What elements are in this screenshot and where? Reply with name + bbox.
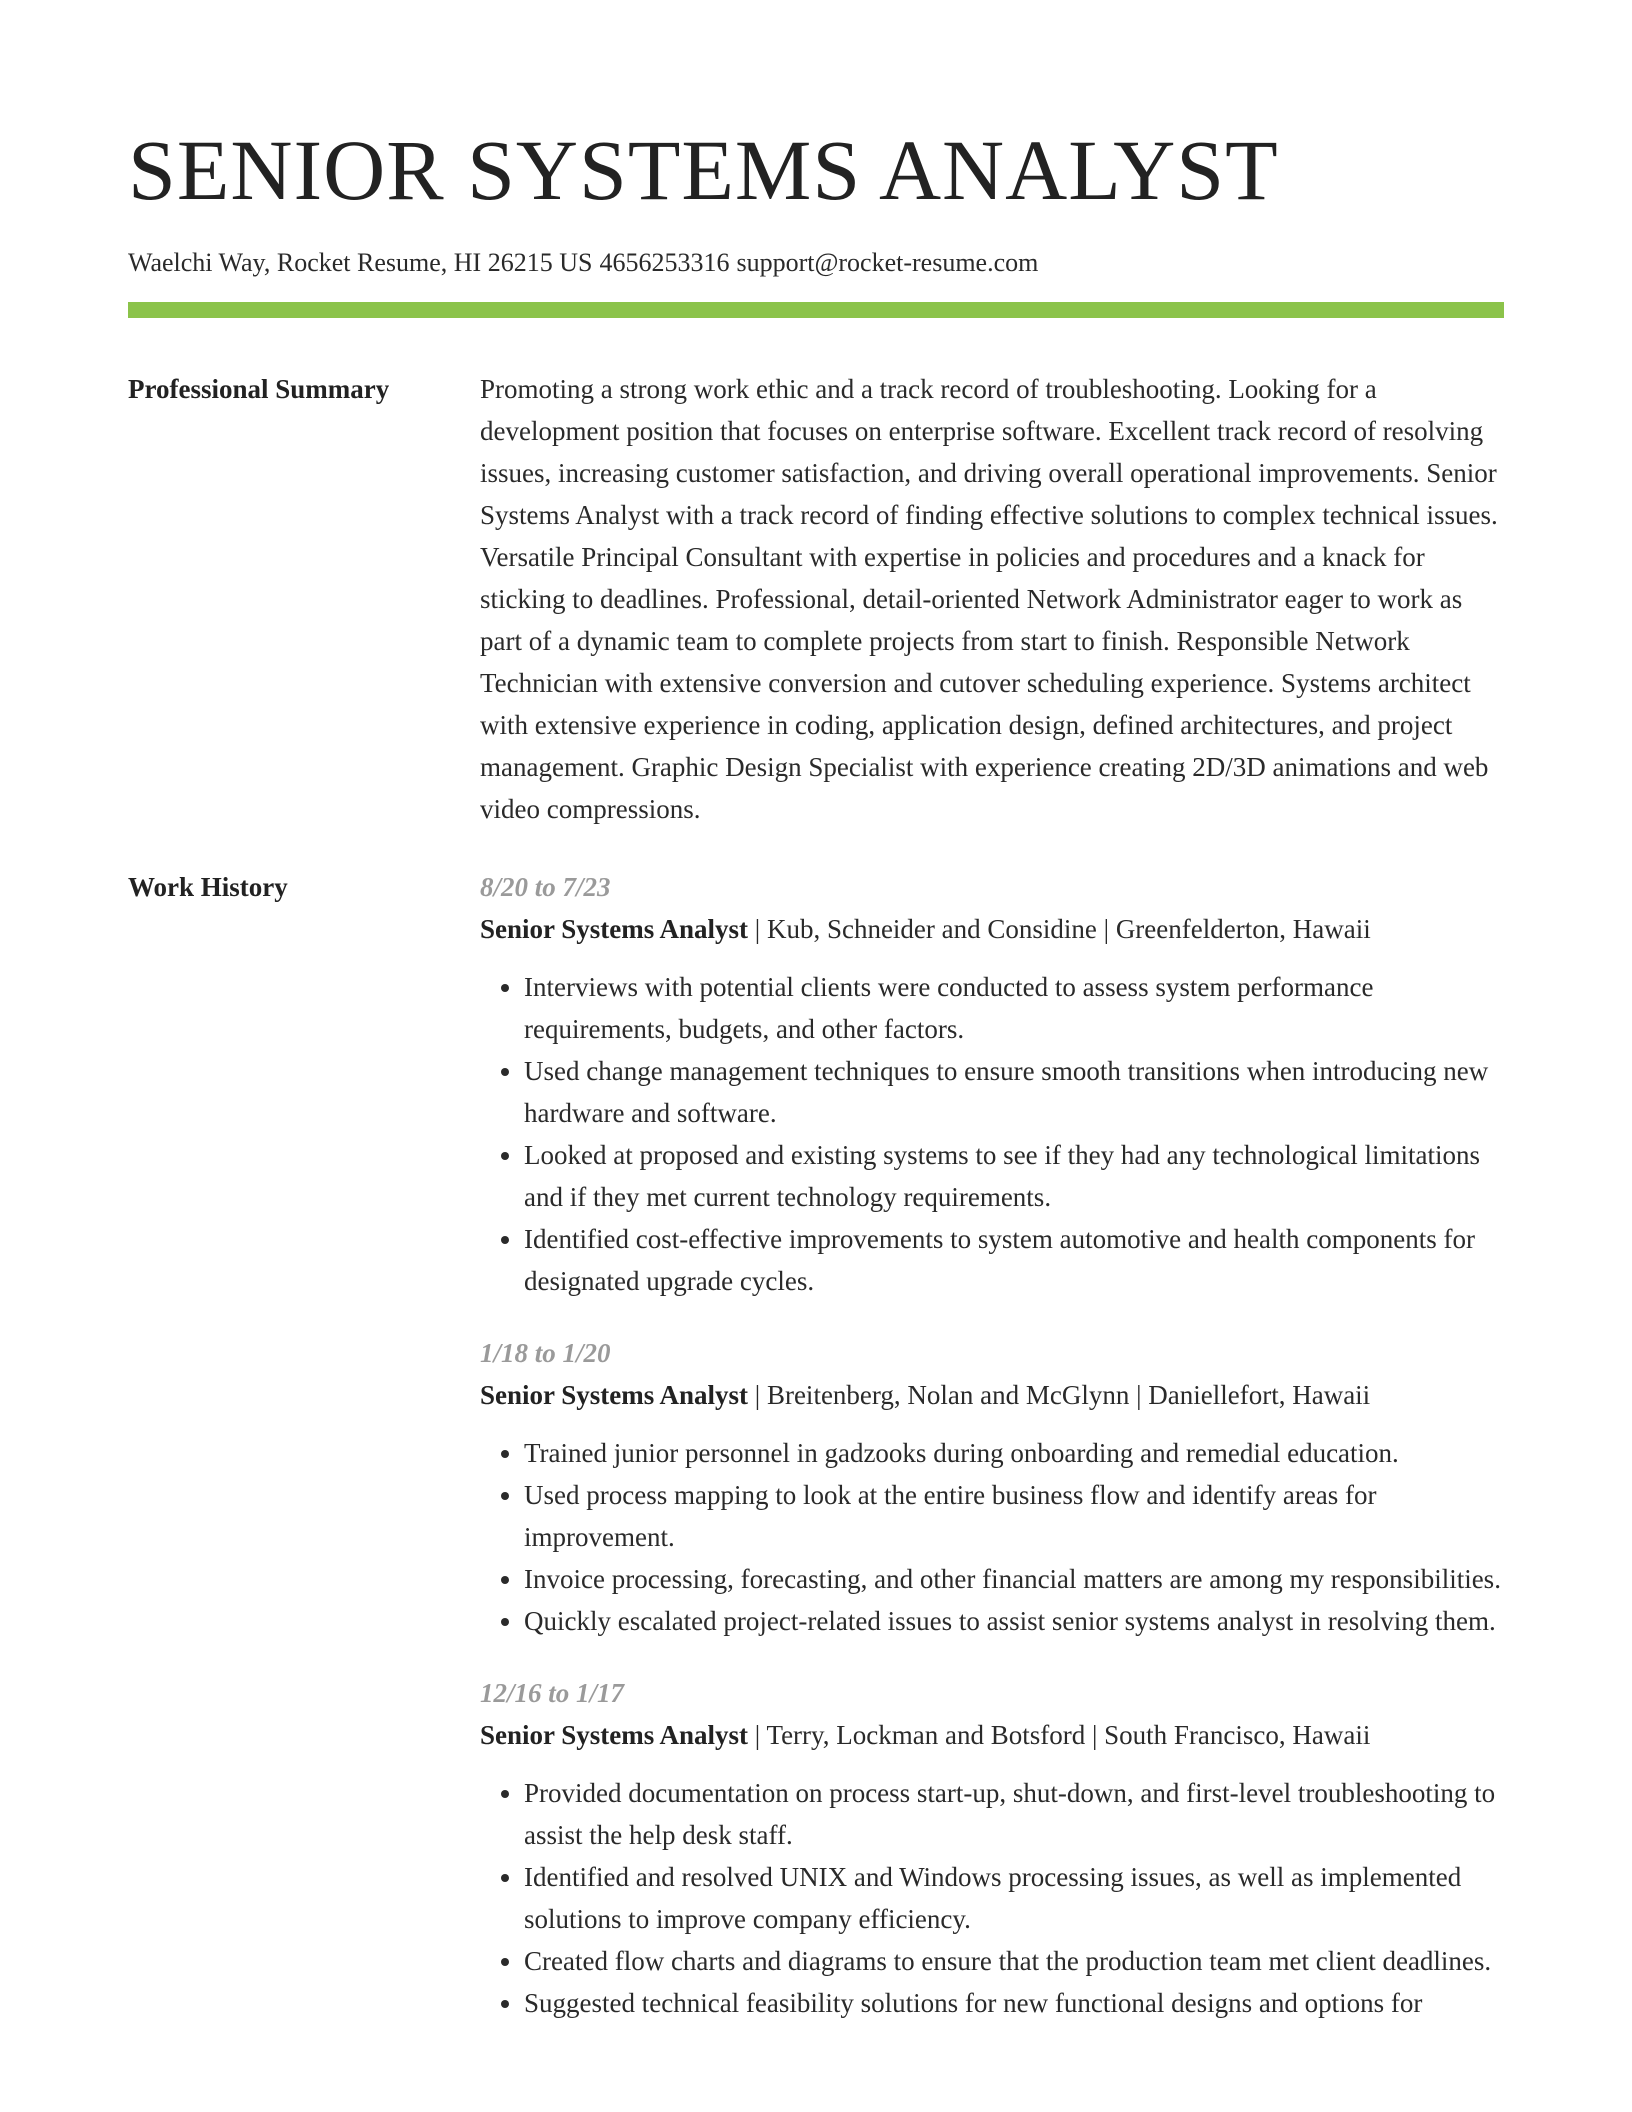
job-bullet-list: [480, 1772, 1504, 2024]
job-entry: [480, 1332, 1504, 1642]
job-dates: 1/18 to 1/20: [480, 1338, 611, 1368]
job-bullet: • Trained junior personnel in gadzooks during onboarding and remedial education.: [524, 1432, 1504, 1474]
job-title: Senior Systems Analyst: [480, 1380, 749, 1410]
summary-label: Professional Summary: [128, 374, 390, 404]
job-title: Senior Systems Analyst: [480, 914, 749, 944]
job-company: Breitenberg, Nolan and McGlynn: [766, 1380, 1130, 1410]
resume-name: SENIOR SYSTEMS ANALYST: [128, 122, 1279, 218]
job-separator: |: [748, 914, 767, 944]
contact-line: [128, 246, 1504, 280]
job-bullet: • Used process mapping to look at the entire business flow and identify areas for improvement.: [524, 1474, 1504, 1558]
summary-text: Promoting a strong work ethic and a track record of troubleshooting. Looking for a development position that focuses on enterprise software. Excellent track record of resolving issues, increasing customer satisfaction, and driving overall operational improvements. Senior Systems Analyst with a track record of finding effective solutions to complex technical issues. Versatile Principal Consultant with expertise in policies and procedures and a knack for sticking to deadlines. Professional, detail-oriented Network Administrator eager to work as part of a dynamic team to complete projects from start to finish. Responsible Network Technician with extensive conversion and cutover scheduling experience. Systems architect with extensive experience in coding, application design, defined architectures, and project management. Graphic Design Specialist with experience creating 2D/3D animations and web video compressions.: [480, 374, 1498, 824]
job-separator: |: [1129, 1380, 1149, 1410]
job-bullet: • Provided documentation on process start-up, shut-down, and first-level troubleshooting to assist the help desk staff.: [524, 1772, 1504, 1856]
job-bullet-list: [480, 966, 1504, 1302]
job-location: Daniellefort, Hawaii: [1148, 1380, 1371, 1410]
job-bullet-list: [480, 1432, 1504, 1642]
job-bullet: • Looked at proposed and existing systems to see if they had any technological limitations and if they met current technology requirements.: [524, 1134, 1504, 1218]
job-bullet: • Created flow charts and diagrams to ensure that the production team met client deadlines.: [524, 1940, 1504, 1982]
job-separator: |: [748, 1720, 767, 1750]
job-heading: [480, 1374, 1504, 1416]
job-separator: |: [1096, 914, 1116, 944]
job-bullet: • Quickly escalated project-related issues to assist senior systems analyst in resolving them.: [524, 1600, 1504, 1642]
job-entry: [480, 1672, 1504, 2024]
contact-email: support@rocket-resume.com: [736, 248, 1039, 277]
job-bullet: • Interviews with potential clients were conducted to assess system performance requirements, budgets, and other factors.: [524, 966, 1504, 1050]
job-dates: 12/16 to 1/17: [480, 1678, 625, 1708]
job-company: Terry, Lockman and Botsford: [766, 1720, 1086, 1750]
job-location: Greenfelderton, Hawaii: [1115, 914, 1371, 944]
job-list: [480, 866, 1504, 2024]
contact-phone: 4656253316: [599, 248, 730, 277]
job-title: Senior Systems Analyst: [480, 1720, 749, 1750]
job-location: South Francisco, Hawaii: [1104, 1720, 1371, 1750]
job-heading: [480, 1714, 1504, 1756]
work-history-label: Work History: [128, 872, 288, 902]
job-entry: [480, 866, 1504, 1302]
job-bullet: • Identified cost-effective improvements to system automotive and health components for designated upgrade cycles.: [524, 1218, 1504, 1302]
job-bullet: • Suggested technical feasibility solutions for new functional designs and options for: [524, 1982, 1504, 2024]
job-bullet: • Identified and resolved UNIX and Windows processing issues, as well as implemented solutions to improve company efficiency.: [524, 1856, 1504, 1940]
job-bullet: • Invoice processing, forecasting, and other financial matters are among my responsibilities.: [524, 1558, 1504, 1600]
summary-section: [128, 368, 1504, 830]
job-bullet: • Used change management techniques to ensure smooth transitions when introducing new hardware and software.: [524, 1050, 1504, 1134]
job-heading: [480, 908, 1504, 950]
work-history-section: [128, 866, 1504, 2024]
contact-address: Waelchi Way, Rocket Resume, HI 26215 US: [128, 248, 593, 277]
job-dates: 8/20 to 7/23: [480, 872, 611, 902]
job-company: Kub, Schneider and Considine: [766, 914, 1097, 944]
header-divider: [128, 302, 1504, 318]
job-separator: |: [748, 1380, 767, 1410]
job-separator: |: [1085, 1720, 1105, 1750]
